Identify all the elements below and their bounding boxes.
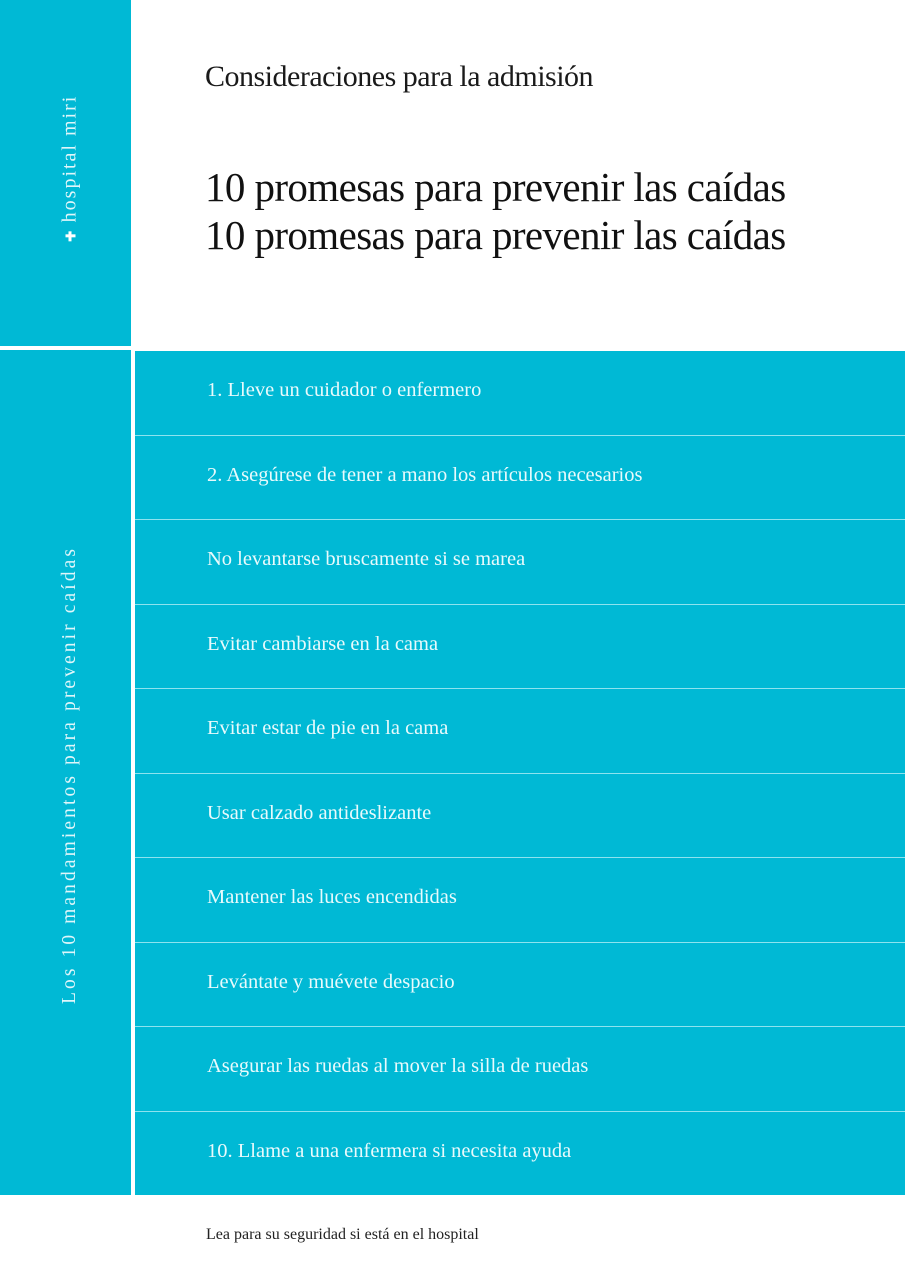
list-item-text: Asegurar las ruedas al mover la silla de ruedas xyxy=(207,1055,589,1078)
list-item-text: 2. Asegúrese de tener a mano los artículos necesarios xyxy=(207,463,643,486)
list-item[interactable] xyxy=(135,689,905,774)
list-item-text: 10. Llame a una enfermera si necesita ayuda xyxy=(207,1139,572,1162)
list-item[interactable] xyxy=(135,774,905,859)
prevention-list xyxy=(135,351,905,1195)
list-item[interactable] xyxy=(135,436,905,521)
list-item-text: Usar calzado antideslizante xyxy=(207,801,432,824)
page-title xyxy=(205,163,786,259)
footer-note: Lea para su seguridad si está en el hospital xyxy=(206,1226,479,1243)
title-line: 10 promesas para prevenir las caídas xyxy=(205,212,786,258)
list-item[interactable] xyxy=(135,351,905,436)
list-item-text: 1. Lleve un cuidador o enfermero xyxy=(207,379,482,402)
page-subtitle: Consideraciones para la admisión xyxy=(205,60,594,93)
list-item-text: Evitar cambiarse en la cama xyxy=(207,632,439,655)
sidebar-section-panel xyxy=(0,350,131,1195)
section-label: Los 10 mandamientos para prevenir caídas xyxy=(59,545,80,1005)
brand-name: hospital miri xyxy=(58,94,81,223)
brand-label xyxy=(59,95,82,242)
sidebar-brand-panel xyxy=(0,0,131,346)
list-item[interactable] xyxy=(135,858,905,943)
list-item-text: No levantarse bruscamente si se marea xyxy=(207,548,526,571)
list-item[interactable] xyxy=(135,520,905,605)
list-item-text: Levántate y muévete despacio xyxy=(207,970,455,993)
title-line: 10 promesas para prevenir las caídas xyxy=(205,164,786,210)
plus-icon xyxy=(65,231,75,241)
list-item[interactable] xyxy=(135,1112,905,1196)
list-item[interactable] xyxy=(135,1027,905,1112)
list-item[interactable] xyxy=(135,605,905,690)
list-item[interactable] xyxy=(135,943,905,1028)
list-item-text: Evitar estar de pie en la cama xyxy=(207,717,449,740)
list-item-text: Mantener las luces encendidas xyxy=(207,886,457,909)
